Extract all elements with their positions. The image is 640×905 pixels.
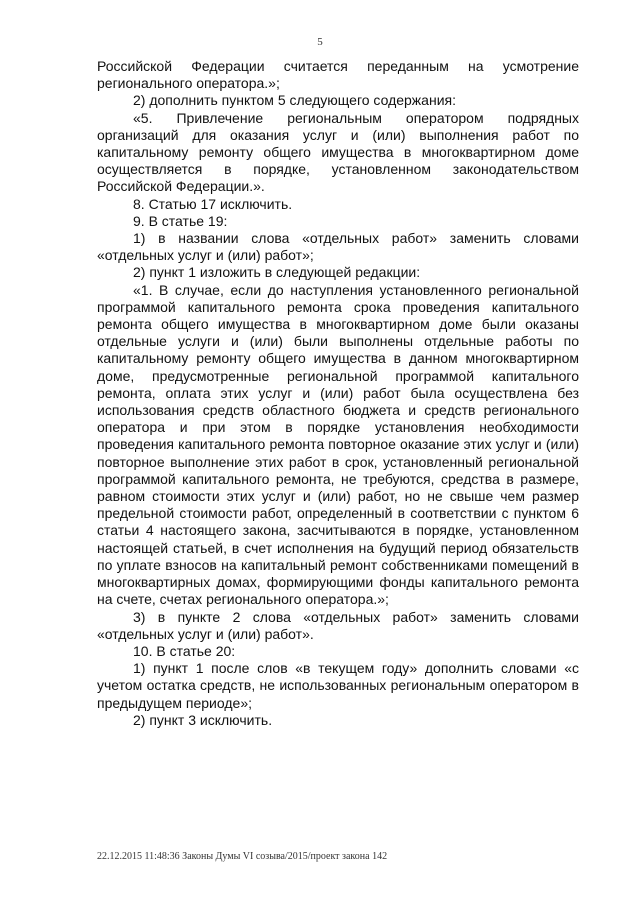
paragraph: 10. В статье 20:: [133, 642, 236, 659]
paragraph: 2) пункт 3 исключить.: [133, 711, 273, 728]
paragraph: 1) в названии слова «отдельных работ» заменить словами «отдельных услуг и (или) работ»;: [97, 230, 579, 264]
paragraph: 8. Статью 17 исключить.: [133, 195, 293, 212]
paragraph: «1. В случае, если до наступления установленного региональной программой капитального ремонта срока проведения капитального ремонта общего имущества в многоквартирном доме были оказаны отдельные услуги и (или) были выполнены отдельные работы по капитальному ремонту общего имущества в данном многоквартирном доме, предусмотренные региональной программой капитального ремонта, оплата этих услуг и (или) работ была осуществлена без использования средств областного бюджета и средств регионального оператора и при этом в порядке установления необходимости проведения капитального ремонта повторное оказание этих услуг и (или) повторное выполнение этих работ в срок, установленный региональной программой капитального ремонта, не требуются, средства в размере, равном стоимости этих услуг и (или) работ, но не свыше чем размер предельной стоимости работ, определенный в соответствии с пунктом 6 статьи 4 настоящего закона, засчитываются в порядке, установленном настоящей статьей, в счет исполнения на будущий период обязательств по уплате взносов на капитальный ремонт собственниками помещений в многоквартирных домах, формирующими фонды капитального ремонта на счете, счетах регионального оператора.»;: [97, 281, 579, 608]
document-footer: 22.12.2015 11:48:36 Законы Думы VI созыва/2015/проект закона 142: [97, 851, 388, 862]
paragraph: 2) дополнить пунктом 5 следующего содержания:: [133, 92, 456, 109]
paragraph: «5. Привлечение региональным оператором подрядных организаций для оказания услуг и (или) выполнения работ по капитальному ремонту общего имущества в многоквартирном доме осуществляется в порядке, установленном законодательством Российской Федерации.».: [97, 109, 579, 195]
document-body: [97, 58, 579, 729]
paragraph: Российской Федерации считается переданным на усмотрение регионального оператора.»;: [97, 58, 579, 92]
paragraph: 1) пункт 1 после слов «в текущем году» дополнить словами «с учетом остатка средств, не использованных региональным оператором в предыдущем периоде»;: [97, 660, 579, 711]
paragraph: 2) пункт 1 изложить в следующей редакции:: [133, 264, 421, 281]
paragraph: 9. В статье 19:: [133, 212, 228, 229]
paragraph: 3) в пункте 2 слова «отдельных работ» заменить словами «отдельных услуг и (или) работ».: [97, 608, 579, 642]
page-number: 5: [317, 36, 323, 48]
